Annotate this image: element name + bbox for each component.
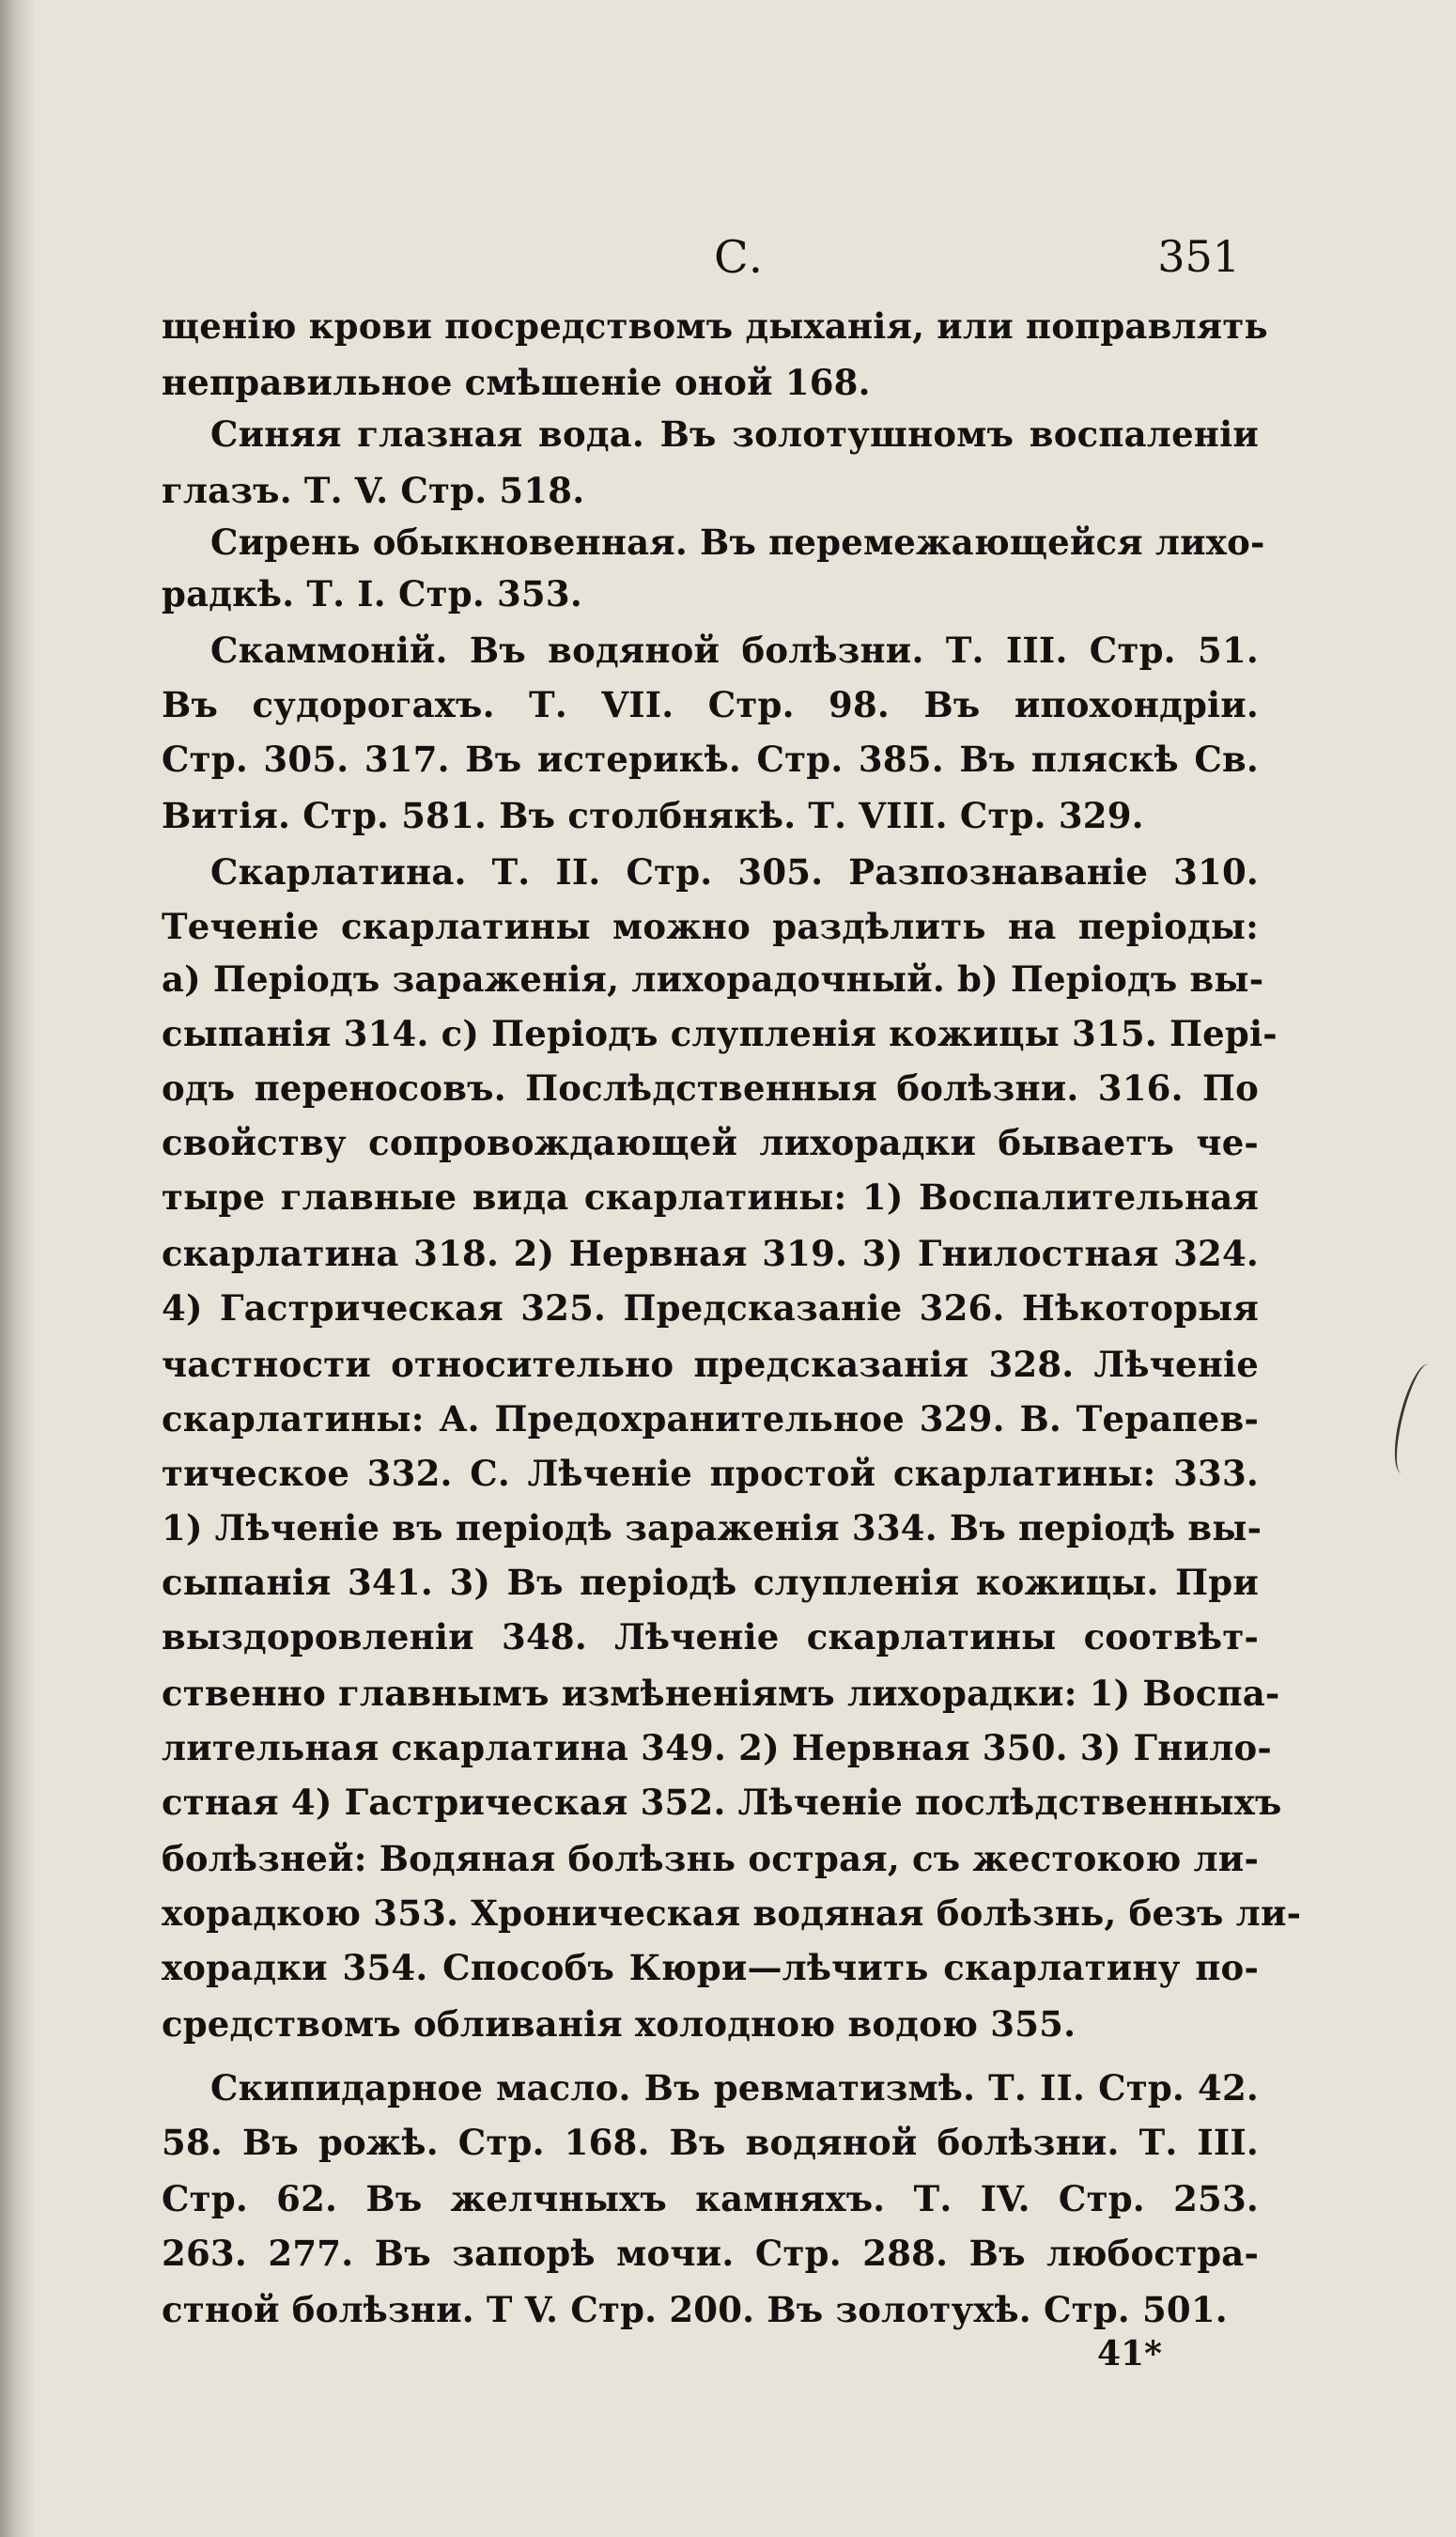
text-line: Скаммоній. Въ водяной болѣзни. Т. III. Стр. 51. [210, 630, 1259, 671]
page-edge-shadow [0, 0, 36, 2537]
page-number: 351 [1157, 231, 1240, 282]
text-line: Въ судорогахъ. Т. VII. Стр. 98. Въ ипохондріи. [162, 684, 1259, 725]
text-line: болѣзней: Водяная болѣзнь острая, съ жестокою ли- [162, 1838, 1259, 1879]
text-line: 1) Лѣченіе въ періодѣ зараженія 334. Въ періодѣ вы- [162, 1507, 1262, 1549]
text-line: свойству сопровождающей лихорадки бываетъ че- [162, 1122, 1259, 1163]
text-line: выздоровленіи 348. Лѣченіе скарлатины соотвѣт- [162, 1616, 1259, 1658]
printer-signature: 41* [1097, 2334, 1162, 2374]
text-line: Скарлатина. Т. II. Стр. 305. Разпознаваніе 310. [210, 851, 1259, 893]
page-header [162, 231, 1259, 288]
text-line: Витія. Стр. 581. Въ столбнякѣ. Т. VIII. Стр. 329. [162, 795, 1144, 836]
text-line: Синяя глазная вода. Въ золотушномъ воспаленіи [210, 413, 1259, 455]
text-line: ственно главнымъ измѣненіямъ лихорадки: 1) Воспа- [162, 1673, 1280, 1714]
text-line: Скипидарное масло. Въ ревматизмѣ. Т. II. Стр. 42. [210, 2067, 1259, 2109]
text-line: стной болѣзни. Т V. Стр. 200. Въ золотухѣ. Стр. 501. [162, 2289, 1228, 2330]
text-line: 58. Въ рожѣ. Стр. 168. Въ водяной болѣзни. Т. III. [162, 2122, 1259, 2163]
text-line: Стр. 62. Въ желчныхъ камняхъ. Т. IV. Стр. 253. [162, 2178, 1259, 2219]
text-line: 4) Гастрическая 325. Предсказаніе 326. Нѣкоторыя [162, 1287, 1259, 1329]
text-line: сыпанія 341. 3) Въ періодѣ слупленія кожицы. При [162, 1562, 1259, 1603]
text-line: скарлатины: А. Предохранительное 329. В. Терапев- [162, 1398, 1259, 1440]
text-line: глазъ. Т. V. Стр. 518. [162, 470, 585, 511]
section-letter: С. [714, 231, 763, 284]
text-line: сыпанія 314. с) Періодъ слупленія кожицы 315. Пері- [162, 1013, 1278, 1054]
text-line: радкѣ. Т. I. Стр. 353. [162, 573, 582, 615]
margin-pencil-mark [1386, 1361, 1444, 1477]
text-line: стная 4) Гастрическая 352. Лѣченіе послѣдственныхъ [162, 1782, 1282, 1823]
text-line: щенію крови посредствомъ дыханія, или поправлять [162, 305, 1268, 347]
text-line: тыре главные вида скарлатины: 1) Воспалительная [162, 1176, 1259, 1218]
text-line: скарлатина 318. 2) Нервная 319. 3) Гнилостная 324. [162, 1233, 1259, 1274]
text-line: а) Періодъ зараженія, лихорадочный. b) Періодъ вы- [162, 958, 1264, 1000]
text-line: хорадки 354. Способъ Кюри—лѣчить скарлатину по- [162, 1947, 1259, 1988]
text-line: Теченіе скарлатины можно раздѣлить на періоды: [162, 906, 1259, 947]
text-line: хорадкою 353. Хроническая водяная болѣзнь, безъ ли- [162, 1892, 1302, 1934]
text-line: средствомъ обливанія холодною водою 355. [162, 2003, 1077, 2045]
text-line: тическое 332. С. Лѣченіе простой скарлатины: 333. [162, 1453, 1259, 1494]
text-line: неправильное смѣшеніе оной 168. [162, 362, 871, 403]
text-line: Стр. 305. 317. Въ истерикѣ. Стр. 385. Въ пляскѣ Св. [162, 739, 1259, 780]
text-line: Сирень обыкновенная. Въ перемежающейся лихо- [210, 521, 1265, 563]
text-line: 263. 277. Въ запорѣ мочи. Стр. 288. Въ любостра- [162, 2233, 1259, 2274]
text-line: лительная скарлатина 349. 2) Нервная 350. 3) Гнило- [162, 1727, 1272, 1768]
text-line: одъ переносовъ. Послѣдственныя болѣзни. 316. По [162, 1067, 1259, 1109]
text-line: частности относительно предсказанія 328. Лѣченіе [162, 1344, 1259, 1385]
